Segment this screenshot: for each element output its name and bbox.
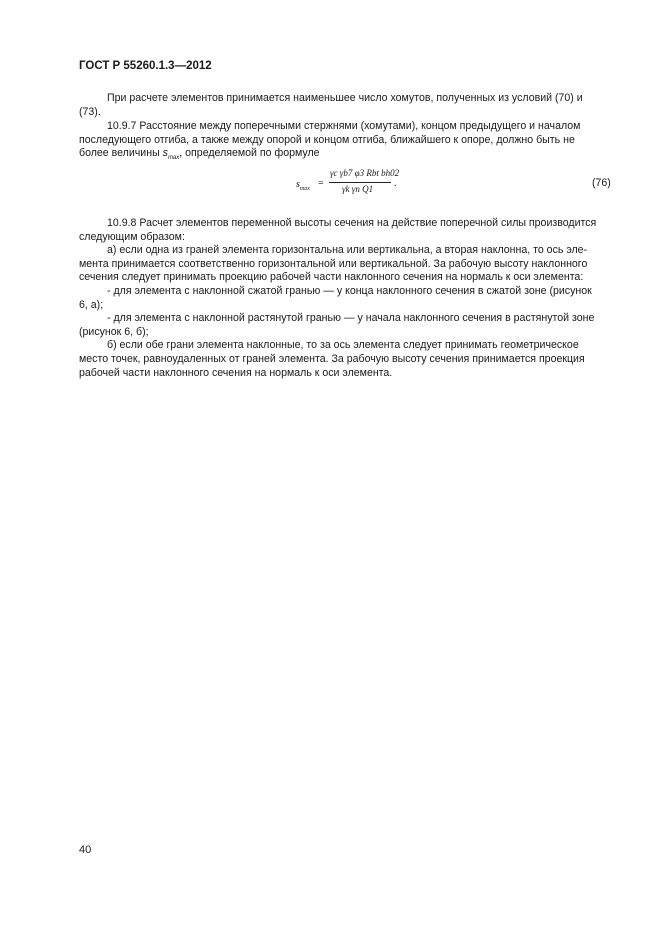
paragraph-10-9-7: 10.9.7 Расстояние между поперечными стержнями (хомутами), концом предыдущего и началом последующего отгиба, а также между опорой и концом отгиба, ближайшего к опоре, должно быть не более величины $s_{max}$, определяемой по формуле [79, 120, 581, 162]
var-s-max: $s_{max}$ [162, 147, 180, 162]
formula-period: . [394, 178, 397, 189]
formula-76 [296, 168, 436, 200]
paragraph-10-9-8: 10.9.8 Расчет элементов переменной высоты сечения на действие поперечной силы производится следующим образом: а) если одна из граней элемента горизонтальна или вертикальна, а вторая наклонна, то ось эле- мента принимается соответственно горизонтальной или вертикальной. За рабочую высоту наклонного сечения следует принимать проекцию рабочей части наклонного сечения на нормаль к оси элемента: - для элемента с наклонной сжатой гранью — у конца наклонного сечения в сжатой зоне (рисунок 6, а); - для элемента с наклонной растянутой гранью — у начала наклонного сечения в растянутой зоне (рисунок 6, б); б) если обе грани элемента наклонные, то за ось элемента следует принимать геометрическое место точек, равноудаленных от граней элемента. За рабочую высоту сечения принимается проекция рабочей части наклонного сечения на нормаль к оси элемента. [79, 217, 614, 380]
formula-numerator: γc γb7 φ3 Rbt bh02 [330, 168, 400, 178]
formula-lhs: $s_{max}$ [296, 179, 310, 192]
equation-number: (76) [592, 177, 611, 189]
list-item-a: а) если одна из граней элемента горизонтальна или вертикальна, а вторая наклонна, то ось эле- [107, 244, 588, 257]
formula-equals: = [318, 178, 324, 189]
page-number: 40 [79, 844, 92, 856]
fraction-bar [329, 182, 391, 183]
list-dash-tensioned: - для элемента с наклонной растянутой гранью — у начала наклонного сечения в растянутой зоне [107, 312, 595, 325]
formula-denominator: γk γn Q1 [342, 184, 374, 194]
list-item-b: б) если обе грани элемента наклонные, то за ось элемента следует принимать геометрическое [107, 339, 579, 352]
list-dash-compressed: - для элемента с наклонной сжатой гранью — у конца наклонного сечения в сжатой зоне (рисунок [107, 284, 592, 297]
document-header: ГОСТ Р 55260.1.3—2012 [79, 60, 212, 72]
paragraph-conditions: При расчете элементов принимается наименьшее число хомутов, полученных из условий (70) и (73). [79, 92, 583, 118]
